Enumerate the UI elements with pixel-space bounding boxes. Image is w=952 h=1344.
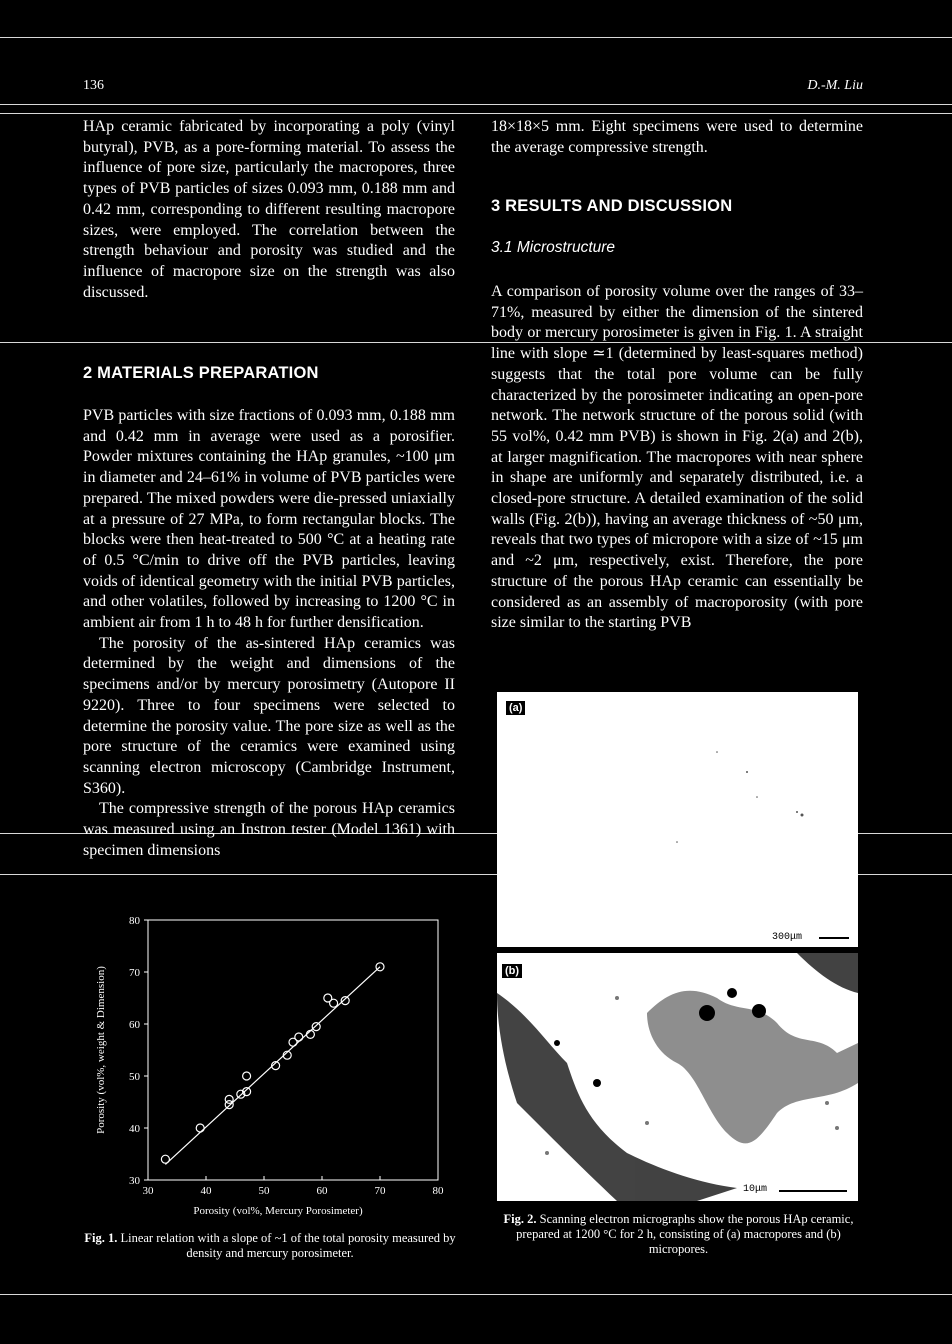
micrograph-texture — [497, 692, 858, 947]
panel-label: (a) — [505, 700, 526, 716]
figure-caption — [80, 1231, 460, 1261]
y-tick-label: 60 — [129, 1019, 140, 1031]
y-tick-label: 30 — [129, 1175, 140, 1187]
fit-line — [165, 967, 380, 1165]
data-point — [341, 997, 349, 1005]
porosity-scatter-chart — [88, 912, 458, 1222]
micrograph-panel-b — [497, 953, 858, 1201]
divider — [0, 1294, 952, 1295]
paragraph: HAp ceramic fabricated by incorporating a poly (vinyl butyral), PVB, as a pore-forming material. To assess the influence of pore size, particularly the macropores, three types of PVB particles of sizes 0.093 mm, 0.188 mm and 0.42 mm, corresponding to different resulting macropore sizes, were employed. The correlation between the strength behaviour and porosity was studied and the influence of macropore size on the strength was also discussed. — [83, 118, 455, 301]
paragraph: A comparison of porosity volume over the ranges of 33–71%, measured by either the dimension of the sintered body or mercury porosimeter is given in Fig. 1. A straight line with slope ≃1 (determined by least-squares method) suggests that the total pore volume can be fully characterized by the porosimeter indicating an open-pore network. The network structure of the porous solid (with 55 vol%, 0.42 mm PVB) is shown in Fig. 2(a) and 2(b), at larger magnification. The macropores with near sphere in shape are uniformly and separately distributed, i.e. a closed-pore structure. A detailed examination of the solid walls (Fig. 2(b)), having an average thickness of ~50 μm, reveals that two types of micropore with a size of ~15 μm and ~2 μm, respectively, exist. Therefore, the pore structure of the porous HAp ceramic can essentially be considered as an assembly of macroporosity (with pore size similar to the starting PVB — [491, 283, 863, 632]
y-tick-label: 50 — [129, 1071, 140, 1083]
figure-caption — [491, 1212, 866, 1257]
x-tick-label: 60 — [316, 1185, 328, 1197]
data-point — [161, 1155, 169, 1163]
paragraph: The compressive strength of the porous HAp ceramics was measured using an Instron tester (Model 1361) with specimen dimensions — [83, 800, 455, 859]
page-number: 136 — [83, 78, 104, 93]
data-point — [330, 999, 338, 1007]
data-point — [196, 1124, 204, 1132]
right-results-text — [491, 282, 863, 634]
scale-bar — [779, 1190, 847, 1192]
y-axis-label: Porosity (vol%, weight & Dimension) — [95, 966, 107, 1134]
x-tick-label: 80 — [432, 1185, 444, 1197]
divider — [0, 113, 952, 114]
micrograph-panel-a — [497, 692, 858, 947]
paragraph: 18×18×5 mm. Eight specimens were used to determine the average compressive strength. — [491, 118, 863, 156]
paragraph: The porosity of the as-sintered HAp ceramics was determined by the weight and dimensions of the specimens and/or by mercury porosimetry (Autopore II 9220). Three to four specimens were selected to determine the porosity value. The pore size as well as the pore structure of the ceramics were examined using scanning electron microscopy (Cambridge Instrument, S360). — [83, 634, 455, 797]
micrograph-texture — [497, 953, 858, 1201]
y-tick-label: 40 — [129, 1123, 140, 1135]
left-materials-text — [83, 406, 455, 861]
left-intro-text — [83, 117, 455, 303]
x-tick-label: 30 — [142, 1185, 154, 1197]
scale-bar-label: 10μm — [743, 1184, 768, 1195]
x-tick-label: 40 — [200, 1185, 212, 1197]
x-tick-label: 50 — [258, 1185, 270, 1197]
author-header: D.-M. Liu — [807, 78, 863, 93]
y-tick-label: 80 — [129, 915, 140, 927]
panel-label: (b) — [501, 963, 523, 979]
subsection-heading: 3.1 Microstructure — [491, 239, 616, 256]
data-point — [243, 1072, 251, 1080]
scale-bar-label: 300μm — [772, 932, 803, 943]
data-point — [312, 1023, 320, 1031]
data-point — [376, 963, 384, 971]
paragraph: PVB particles with size fractions of 0.093 mm, 0.188 mm and 0.42 mm in average were used as a porosifier. Powder mixtures containing the HAp granules, ~100 μm in diameter and 24–61% in volume of PVB particles were prepared. The mixed powders were die-pressed uniaxially at a pressure of 27 MPa, to form rectangular blocks. The blocks were then heat-treated to 500 °C at a heating rate of 0.5 °C/min to drive off the PVB particles, leaving voids of identical geometry with the initial PVB particles, and other volatiles, followed by increasing to 1200 °C in ambient air from 1 h to 48 h for further densification. — [83, 407, 455, 632]
section-heading: 3 RESULTS AND DISCUSSION — [491, 197, 733, 215]
divider — [0, 37, 952, 38]
caption-text: Linear relation with a slope of ~1 of the total porosity measured by density and mercury porosimeter. — [120, 1231, 456, 1260]
caption-text: Scanning electron micrographs show the porous HAp ceramic, prepared at 1200 °C for 2 h, consisting of (a) macropores and (b) micropores. — [516, 1212, 854, 1256]
section-heading: 2 MATERIALS PREPARATION — [83, 364, 319, 382]
y-tick-label: 70 — [129, 967, 140, 979]
figure-label: Fig. 2. — [503, 1212, 537, 1226]
scale-bar — [819, 937, 849, 939]
figure-label: Fig. 1. — [84, 1231, 118, 1245]
divider — [0, 104, 952, 105]
x-axis-label: Porosity (vol%, Mercury Porosimeter) — [193, 1205, 363, 1217]
right-top-text — [491, 117, 863, 158]
data-point — [225, 1095, 233, 1103]
data-point — [295, 1033, 303, 1041]
x-tick-label: 70 — [374, 1185, 386, 1197]
